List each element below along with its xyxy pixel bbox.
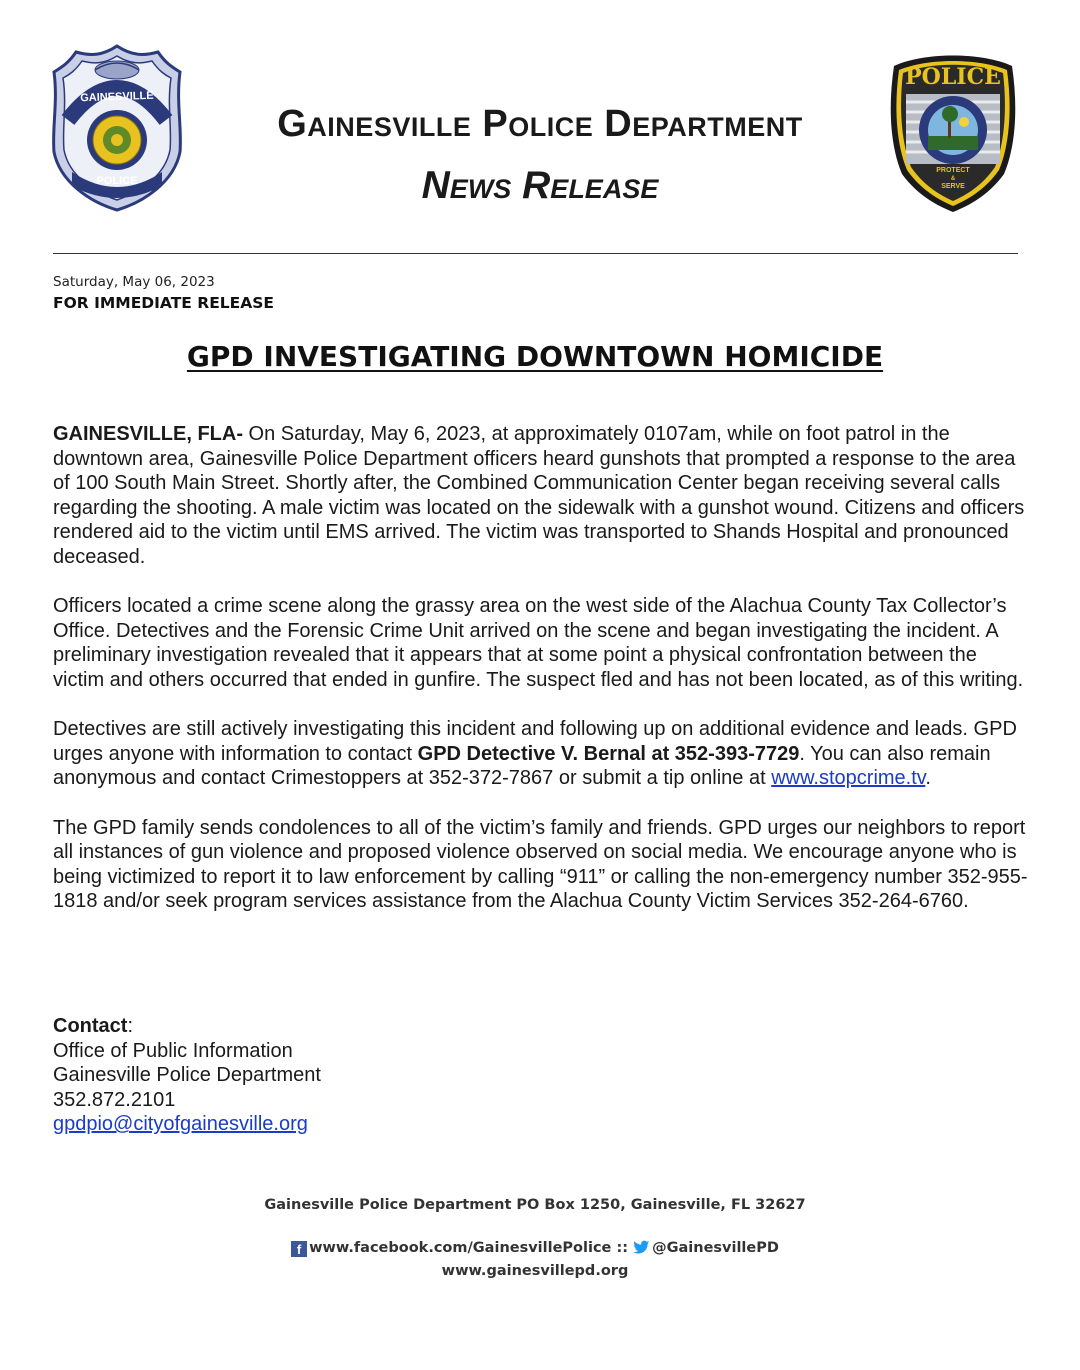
paragraph-3 [53,717,1028,791]
paragraph-2 [53,594,1028,692]
contact-colon: : [127,1015,134,1037]
dateline: GAINESVILLE, FLA- [53,423,243,445]
news-release-title: News Release [421,164,659,207]
paragraph-2-text: Officers located a crime scene along the grassy area on the west side of the Alachua County Tax Collector’s Office. Detectives and the Forensic Crime Unit arrived on the scene and began investigating the incident. A preliminary investigation revealed that it appears that at some point a physical confrontation between the victim and others occurred that ended in gunfire. The suspect fled and has not been located, as of this writing. [53,595,1024,691]
police-patch-badge-logo [884,46,1022,214]
paragraph-3-text-a: Detectives are still actively investigating this incident and following up on additional evidence and leads. GPD urges anyone with information to contact [53,718,1017,765]
paragraph-1-text: On Saturday, May 6, 2023, at approximately 0107am, while on foot patrol in the downtown area, Gainesville Police Department officers heard gunshots that prompted a response to the area of 100 South Main Street. Shortly after, the Combined Communication Center began receiving several calls regarding the shooting. A male victim was located on the sidewalk with a gunshot wound. Citizens and officers rendered aid to the victim until EMS arrived. The victim was transported to Shands Hospital and pronounced deceased. [53,423,1025,568]
badge-right-motto-protect: PROTECT [936,167,970,174]
twitter-handle[interactable]: @GainesvillePD [652,1240,779,1256]
letterhead [200,96,880,214]
paragraph-4 [53,816,1028,914]
paragraph-4-text: The GPD family sends condolences to all of the victim’s family and friends. GPD urges our neighbors to report all instances of gun violence and proposed violence observed on social media. We encourage anyone who is being victimized to report it to law enforcement by calling “911” or calling the non-emergency number 352-955-1818 and/or seek program services assistance from the Alachua County Victim Services 352-264-6760. [53,816,1028,913]
facebook-icon: f [291,1241,307,1257]
header-divider [53,253,1018,254]
release-body [53,422,1028,938]
contact-block [53,1014,321,1137]
footer-social [0,1240,1070,1257]
paragraph-1 [53,422,1028,570]
contact-office: Office of Public Information [53,1039,293,1062]
footer-address: Gainesville Police Department PO Box 1250, Gainesville, FL 32627 [264,1197,806,1213]
headline-text: GPD INVESTIGATING DOWNTOWN HOMICIDE [186,340,884,373]
contact-label: Contact [53,1015,128,1037]
contact-department: Gainesville Police Department [53,1064,321,1087]
footer-separator: :: [611,1240,634,1256]
detective-contact: GPD Detective V. Bernal at 352-393-7729 [417,742,800,765]
department-name: Gainesville Police Department [277,103,803,145]
badge-right-motto-serve: SERVE [941,183,965,190]
contact-phone: 352.872.2101 [53,1088,176,1111]
headline [0,340,1070,373]
facebook-url[interactable]: www.facebook.com/GainesvillePolice [309,1240,612,1256]
badge-right-police-text: POLICE [905,64,1001,90]
paragraph-3-text-b: . You can also remain anonymous and contact Crimestoppers at 352-372-7867 or submit a tip online at [53,742,991,790]
paragraph-3-end: . [925,767,931,790]
gpd-shield-badge-logo [50,42,185,214]
badge-left-ring-bottom: POLICE [96,175,138,187]
badge-right-motto-amp: & [950,176,956,182]
release-status: FOR IMMEDIATE RELEASE [53,294,275,312]
contact-email-link[interactable]: gpdpio@cityofgainesville.org [53,1113,308,1136]
footer-website[interactable]: www.gainesvillepd.org [441,1263,629,1279]
badge-left-ring-top: GAINESVILLE [80,89,154,105]
stopcrime-link[interactable]: www.stopcrime.tv [771,767,926,790]
release-date: Saturday, May 06, 2023 [53,274,215,290]
twitter-icon [633,1240,650,1255]
